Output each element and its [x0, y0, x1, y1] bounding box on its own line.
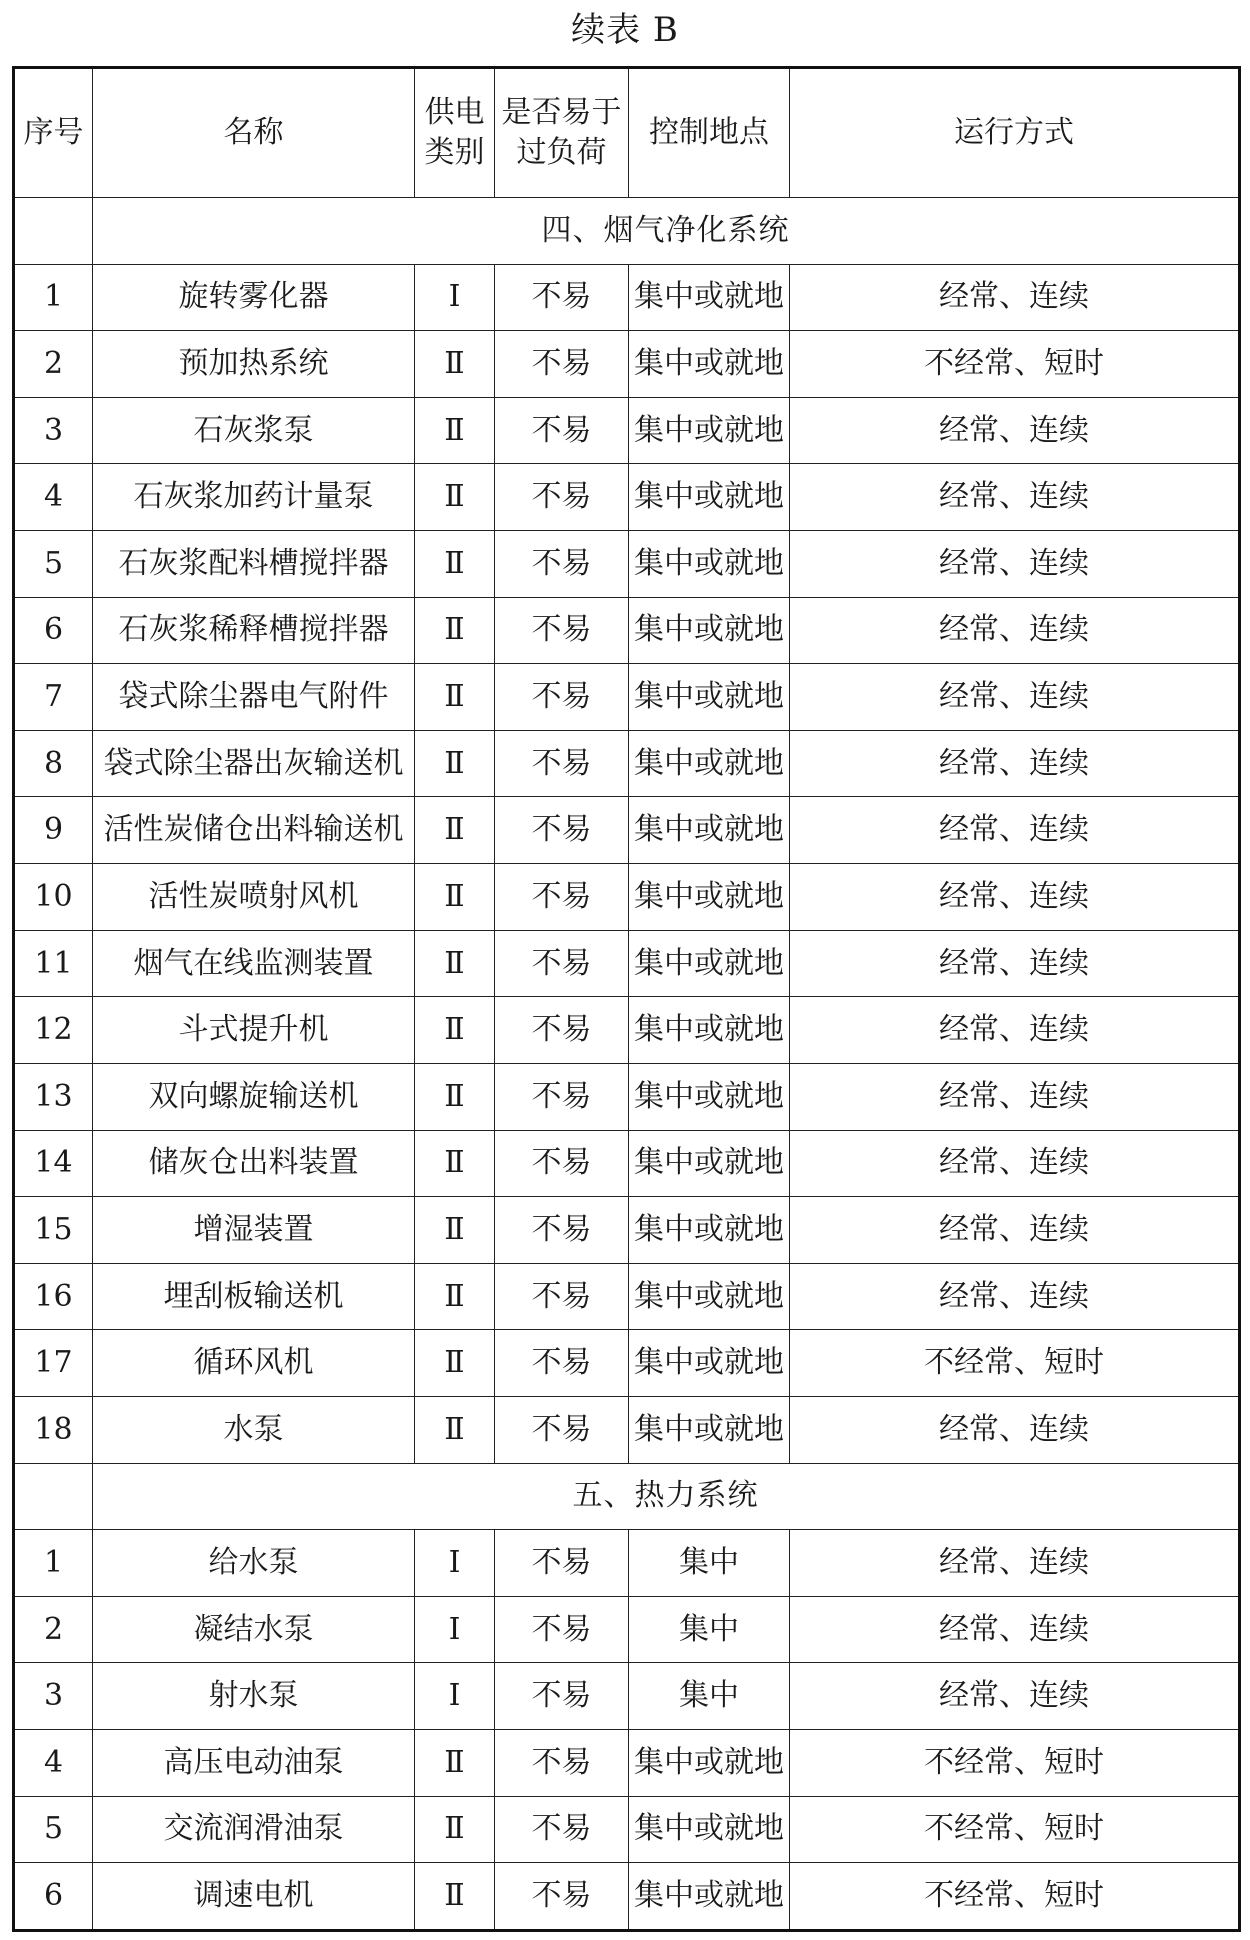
cell-power-class: Ⅱ	[415, 997, 495, 1064]
cell-name: 循环风机	[93, 1330, 415, 1397]
cell-mode: 经常、连续	[790, 1063, 1240, 1130]
cell-seq: 17	[14, 1330, 93, 1397]
cell-name: 活性炭储仓出料输送机	[93, 797, 415, 864]
cell-mode: 经常、连续	[790, 730, 1240, 797]
cell-power-class: Ⅰ	[415, 1530, 495, 1597]
cell-overload: 不易	[495, 930, 629, 997]
cell-overload: 不易	[495, 1863, 629, 1931]
table-row	[14, 331, 1240, 398]
cell-overload: 不易	[495, 1263, 629, 1330]
cell-overload: 不易	[495, 730, 629, 797]
cell-name: 射水泵	[93, 1663, 415, 1730]
table-row	[14, 864, 1240, 931]
cell-overload: 不易	[495, 464, 629, 531]
cell-name: 袋式除尘器电气附件	[93, 664, 415, 731]
cell-power-class: Ⅰ	[415, 1596, 495, 1663]
cell-mode: 经常、连续	[790, 531, 1240, 598]
cell-overload: 不易	[495, 1796, 629, 1863]
table-row	[14, 730, 1240, 797]
cell-mode: 经常、连续	[790, 997, 1240, 1064]
cell-power-class: Ⅱ	[415, 464, 495, 531]
cell-control: 集中或就地	[629, 930, 790, 997]
cell-power-class: Ⅱ	[415, 1396, 495, 1463]
table-row	[14, 531, 1240, 598]
cell-control: 集中或就地	[629, 1863, 790, 1931]
cell-power-class: Ⅱ	[415, 597, 495, 664]
cell-seq: 12	[14, 997, 93, 1064]
cell-seq: 15	[14, 1197, 93, 1264]
cell-name: 石灰浆加药计量泵	[93, 464, 415, 531]
cell-power-class: Ⅱ	[415, 331, 495, 398]
cell-name: 凝结水泵	[93, 1596, 415, 1663]
cell-mode: 经常、连续	[790, 397, 1240, 464]
cell-name: 埋刮板输送机	[93, 1263, 415, 1330]
cell-control: 集中或就地	[629, 397, 790, 464]
cell-mode: 经常、连续	[790, 1530, 1240, 1597]
section-seq-cell	[14, 1463, 93, 1530]
cell-seq: 3	[14, 1663, 93, 1730]
table-row	[14, 797, 1240, 864]
header-mode: 运行方式	[790, 68, 1240, 198]
section-title: 五、热力系统	[93, 1463, 1240, 1530]
cell-power-class: Ⅱ	[415, 864, 495, 931]
cell-name: 斗式提升机	[93, 997, 415, 1064]
cell-seq: 3	[14, 397, 93, 464]
cell-overload: 不易	[495, 331, 629, 398]
cell-control: 集中或就地	[629, 331, 790, 398]
header-control: 控制地点	[629, 68, 790, 198]
table-row	[14, 1596, 1240, 1663]
cell-seq: 1	[14, 264, 93, 331]
header-power-class: 供电类别	[415, 68, 495, 198]
table-row	[14, 1530, 1240, 1597]
cell-name: 预加热系统	[93, 331, 415, 398]
table-row	[14, 397, 1240, 464]
cell-mode: 经常、连续	[790, 597, 1240, 664]
table-row	[14, 1663, 1240, 1730]
cell-control: 集中或就地	[629, 730, 790, 797]
cell-seq: 14	[14, 1130, 93, 1197]
cell-seq: 10	[14, 864, 93, 931]
cell-name: 袋式除尘器出灰输送机	[93, 730, 415, 797]
table-row	[14, 1063, 1240, 1130]
cell-power-class: Ⅱ	[415, 1730, 495, 1797]
table-row	[14, 1730, 1240, 1797]
cell-seq: 6	[14, 597, 93, 664]
cell-name: 活性炭喷射风机	[93, 864, 415, 931]
cell-name: 双向螺旋输送机	[93, 1063, 415, 1130]
section-seq-cell	[14, 198, 93, 265]
table-row	[14, 264, 1240, 331]
cell-control: 集中	[629, 1663, 790, 1730]
cell-mode: 经常、连续	[790, 1663, 1240, 1730]
cell-overload: 不易	[495, 864, 629, 931]
cell-name: 增湿装置	[93, 1197, 415, 1264]
cell-seq: 5	[14, 531, 93, 598]
cell-seq: 7	[14, 664, 93, 731]
cell-overload: 不易	[495, 797, 629, 864]
header-row	[14, 68, 1240, 198]
cell-power-class: Ⅱ	[415, 397, 495, 464]
cell-seq: 2	[14, 1596, 93, 1663]
cell-overload: 不易	[495, 397, 629, 464]
table-caption: 续表 B	[571, 10, 679, 50]
cell-power-class: Ⅱ	[415, 1130, 495, 1197]
cell-mode: 经常、连续	[790, 797, 1240, 864]
cell-control: 集中或就地	[629, 1197, 790, 1264]
cell-overload: 不易	[495, 531, 629, 598]
cell-seq: 5	[14, 1796, 93, 1863]
table-row	[14, 1796, 1240, 1863]
cell-overload: 不易	[495, 1063, 629, 1130]
cell-control: 集中或就地	[629, 1063, 790, 1130]
cell-control: 集中或就地	[629, 264, 790, 331]
cell-name: 石灰浆稀释槽搅拌器	[93, 597, 415, 664]
cell-overload: 不易	[495, 1730, 629, 1797]
header-name: 名称	[93, 68, 415, 198]
cell-control: 集中或就地	[629, 664, 790, 731]
table-row	[14, 1263, 1240, 1330]
cell-overload: 不易	[495, 997, 629, 1064]
cell-seq: 16	[14, 1263, 93, 1330]
cell-overload: 不易	[495, 597, 629, 664]
cell-mode: 经常、连续	[790, 864, 1240, 931]
cell-seq: 2	[14, 331, 93, 398]
equipment-table	[12, 66, 1241, 1932]
cell-overload: 不易	[495, 1396, 629, 1463]
cell-power-class: Ⅰ	[415, 1663, 495, 1730]
cell-control: 集中或就地	[629, 1330, 790, 1397]
header-seq: 序号	[14, 68, 93, 198]
table-row	[14, 1330, 1240, 1397]
cell-control: 集中或就地	[629, 864, 790, 931]
cell-control: 集中或就地	[629, 797, 790, 864]
section-row	[14, 1463, 1240, 1530]
cell-seq: 9	[14, 797, 93, 864]
cell-overload: 不易	[495, 1530, 629, 1597]
table-row	[14, 597, 1240, 664]
cell-control: 集中	[629, 1530, 790, 1597]
cell-control: 集中或就地	[629, 1263, 790, 1330]
cell-mode: 经常、连续	[790, 1263, 1240, 1330]
cell-power-class: Ⅱ	[415, 664, 495, 731]
cell-mode: 经常、连续	[790, 930, 1240, 997]
cell-seq: 11	[14, 930, 93, 997]
cell-mode: 经常、连续	[790, 1197, 1240, 1264]
cell-control: 集中或就地	[629, 1730, 790, 1797]
cell-name: 给水泵	[93, 1530, 415, 1597]
table-row	[14, 664, 1240, 731]
cell-power-class: Ⅱ	[415, 1063, 495, 1130]
cell-name: 石灰浆泵	[93, 397, 415, 464]
cell-overload: 不易	[495, 1130, 629, 1197]
cell-name: 储灰仓出料装置	[93, 1130, 415, 1197]
cell-name: 石灰浆配料槽搅拌器	[93, 531, 415, 598]
cell-overload: 不易	[495, 264, 629, 331]
cell-seq: 1	[14, 1530, 93, 1597]
table-row	[14, 1396, 1240, 1463]
cell-control: 集中或就地	[629, 597, 790, 664]
cell-seq: 18	[14, 1396, 93, 1463]
cell-name: 烟气在线监测装置	[93, 930, 415, 997]
cell-mode: 不经常、短时	[790, 1330, 1240, 1397]
cell-control: 集中或就地	[629, 997, 790, 1064]
cell-overload: 不易	[495, 664, 629, 731]
cell-power-class: Ⅱ	[415, 1863, 495, 1931]
table-row	[14, 930, 1240, 997]
cell-overload: 不易	[495, 1197, 629, 1264]
cell-overload: 不易	[495, 1330, 629, 1397]
cell-control: 集中或就地	[629, 531, 790, 598]
cell-mode: 经常、连续	[790, 1596, 1240, 1663]
cell-seq: 4	[14, 1730, 93, 1797]
cell-power-class: Ⅱ	[415, 730, 495, 797]
table-row	[14, 1197, 1240, 1264]
cell-name: 交流润滑油泵	[93, 1796, 415, 1863]
cell-mode: 不经常、短时	[790, 1863, 1240, 1931]
cell-power-class: Ⅱ	[415, 1330, 495, 1397]
cell-overload: 不易	[495, 1596, 629, 1663]
cell-power-class: Ⅰ	[415, 264, 495, 331]
cell-power-class: Ⅱ	[415, 797, 495, 864]
cell-power-class: Ⅱ	[415, 1263, 495, 1330]
cell-mode: 经常、连续	[790, 264, 1240, 331]
cell-seq: 6	[14, 1863, 93, 1931]
cell-control: 集中	[629, 1596, 790, 1663]
section-title: 四、烟气净化系统	[93, 198, 1240, 265]
cell-name: 水泵	[93, 1396, 415, 1463]
table-body	[14, 198, 1240, 1931]
table-row	[14, 464, 1240, 531]
table-row	[14, 1863, 1240, 1931]
cell-mode: 经常、连续	[790, 1130, 1240, 1197]
cell-mode: 不经常、短时	[790, 331, 1240, 398]
section-row	[14, 198, 1240, 265]
cell-power-class: Ⅱ	[415, 1796, 495, 1863]
cell-mode: 经常、连续	[790, 664, 1240, 731]
cell-seq: 13	[14, 1063, 93, 1130]
cell-name: 高压电动油泵	[93, 1730, 415, 1797]
cell-seq: 4	[14, 464, 93, 531]
cell-control: 集中或就地	[629, 464, 790, 531]
cell-overload: 不易	[495, 1663, 629, 1730]
table-row	[14, 997, 1240, 1064]
cell-name: 旋转雾化器	[93, 264, 415, 331]
cell-seq: 8	[14, 730, 93, 797]
header-overload: 是否易于过负荷	[495, 68, 629, 198]
cell-name: 调速电机	[93, 1863, 415, 1931]
table-row	[14, 1130, 1240, 1197]
cell-mode: 经常、连续	[790, 1396, 1240, 1463]
cell-control: 集中或就地	[629, 1130, 790, 1197]
cell-power-class: Ⅱ	[415, 531, 495, 598]
cell-mode: 不经常、短时	[790, 1730, 1240, 1797]
cell-mode: 不经常、短时	[790, 1796, 1240, 1863]
cell-power-class: Ⅱ	[415, 930, 495, 997]
cell-control: 集中或就地	[629, 1796, 790, 1863]
cell-power-class: Ⅱ	[415, 1197, 495, 1264]
cell-mode: 经常、连续	[790, 464, 1240, 531]
cell-control: 集中或就地	[629, 1396, 790, 1463]
